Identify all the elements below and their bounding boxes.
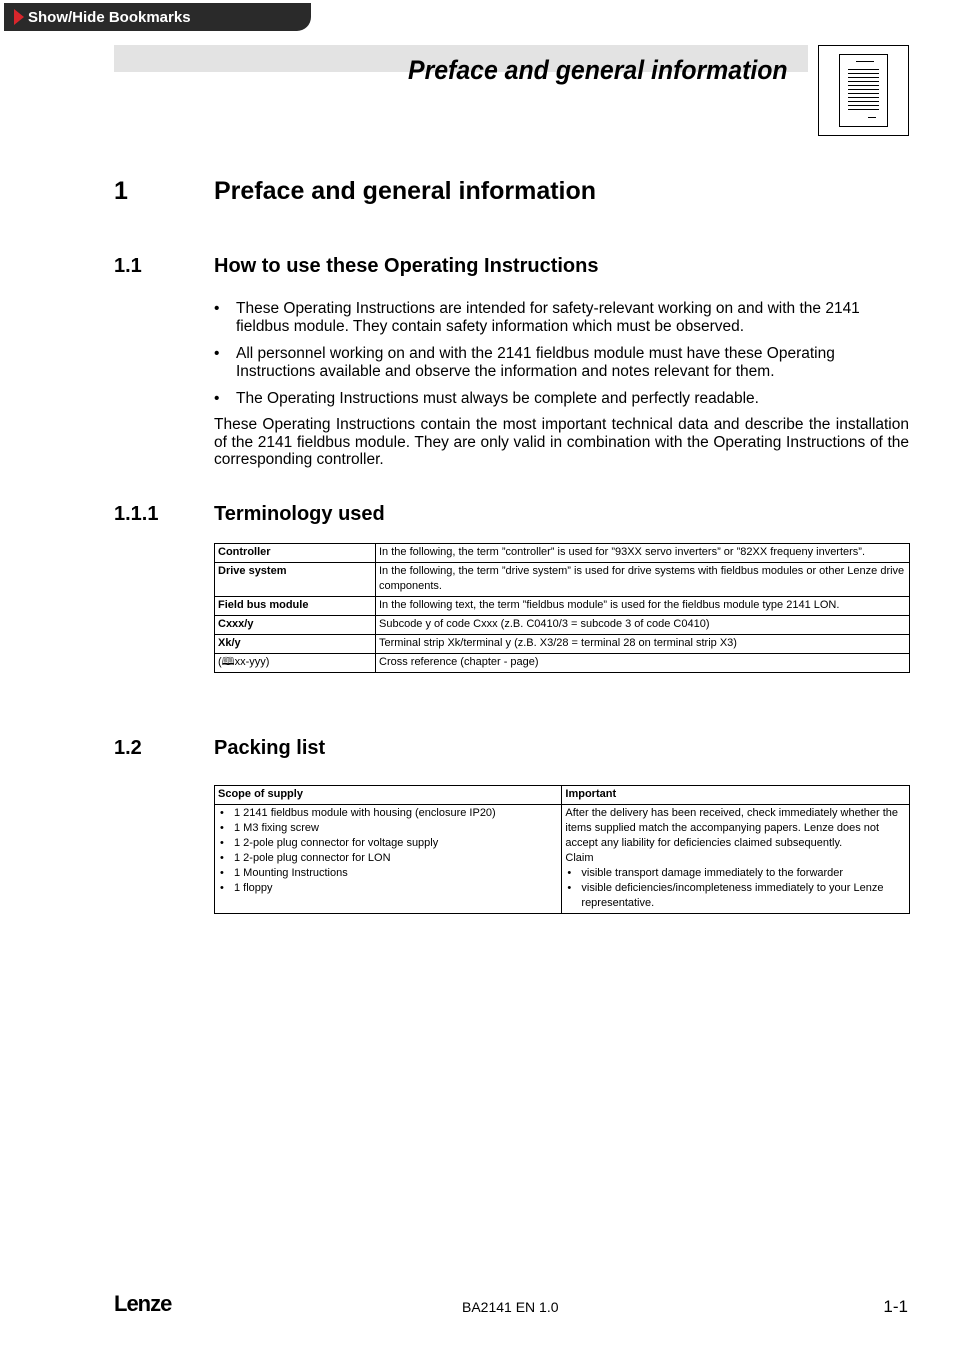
table-row <box>215 805 910 914</box>
definition-cell: In the following, the term ”drive system” is used for drive systems with fieldbus modules or other Lenze drive components. <box>376 563 910 597</box>
terminology-table <box>214 543 910 673</box>
triangle-right-icon <box>14 9 24 25</box>
chapter-number: 1 <box>114 177 128 205</box>
scope-cell <box>215 805 562 914</box>
list-item: • visible deficiencies/incompleteness immediately to your Lenze representative. <box>565 881 906 911</box>
list-item: • 1 M3 fixing screw <box>218 821 558 836</box>
claim-list <box>565 866 906 911</box>
chapter-title: Preface and general information <box>214 177 597 205</box>
definition-cell: Cross reference (chapter - page) <box>376 654 910 673</box>
lenze-logo: Lenze <box>114 1291 172 1316</box>
term-cell: Cxxx/y <box>215 616 376 635</box>
section-number: 1.2 <box>114 737 142 759</box>
bookmarks-label: Show/Hide Bookmarks <box>28 8 191 26</box>
table-row <box>215 563 910 597</box>
list-item: • 1 2141 fieldbus module with housing (enclosure IP20) <box>218 806 558 821</box>
packing-list-table <box>214 785 910 914</box>
list-item: • 1 Mounting Instructions <box>218 866 558 881</box>
header-title: Preface and general information <box>408 55 788 85</box>
list-item: • 1 2-pole plug connector for LON <box>218 851 558 866</box>
page-number: 1-1 <box>883 1297 908 1316</box>
term-cell: Xk/y <box>215 635 376 654</box>
list-item: • 1 2-pole plug connector for voltage supply <box>218 836 558 851</box>
important-header: Important <box>562 786 910 805</box>
subsection-number: 1.1.1 <box>114 503 159 525</box>
usage-bullet-list <box>214 300 904 418</box>
document-icon <box>818 45 909 136</box>
important-cell <box>562 805 910 914</box>
section-title: Packing list <box>214 737 326 759</box>
subsection-title: Terminology used <box>214 503 385 525</box>
intro-paragraph: These Operating Instructions contain the most important technical data and describe the installation of the 2141 fieldbus module. They are only valid in combination with the Operating Instructions of the corresponding controller. <box>214 416 909 468</box>
definition-cell: Terminal strip Xk/terminal y (z.B. X3/28 = terminal 28 on terminal strip X3) <box>376 635 910 654</box>
list-item: • All personnel working on and with the 2141 fieldbus module must have these Operating Instructions available and observe the information and notes relevant for them. <box>214 345 904 380</box>
table-row <box>215 635 910 654</box>
section-title: How to use these Operating Instructions <box>214 255 599 277</box>
term-cell: Field bus module <box>215 597 376 616</box>
important-text: After the delivery has been received, check immediately whether the items supplied match the accompanying papers. Lenze does not accept any liability for deficiencies claimed subsequently. <box>565 807 899 849</box>
section-number: 1.1 <box>114 255 142 277</box>
table-row <box>215 654 910 673</box>
table-row <box>215 544 910 563</box>
list-item: • 1 floppy <box>218 881 558 896</box>
table-row <box>215 597 910 616</box>
scope-list <box>218 806 558 896</box>
definition-cell: In the following, the term ”controller” is used for ”93XX servo inverters” or ”82XX frequeny inverters”. <box>376 544 910 563</box>
list-item: • visible transport damage immediately to the forwarder <box>565 866 906 881</box>
list-item: • The Operating Instructions must always be complete and perfectly readable. <box>214 390 904 408</box>
scope-header: Scope of supply <box>215 786 562 805</box>
term-cell: Drive system <box>215 563 376 597</box>
claim-label: Claim <box>565 852 594 864</box>
term-cell: Controller <box>215 544 376 563</box>
show-hide-bookmarks-button[interactable] <box>4 3 311 31</box>
list-item: • These Operating Instructions are intended for safety-relevant working on and with the 2141 fieldbus module. They contain safety information which must be observed. <box>214 300 904 335</box>
table-header-row <box>215 786 910 805</box>
table-row <box>215 616 910 635</box>
term-cell: (🕮xx-yyy) <box>215 654 376 673</box>
document-id: BA2141 EN 1.0 <box>462 1299 559 1315</box>
document-page-icon <box>839 54 888 127</box>
definition-cell: In the following text, the term ”fieldbus module” is used for the fieldbus module type 2141 LON. <box>376 597 910 616</box>
definition-cell: Subcode y of code Cxxx (z.B. C0410/3 = subcode 3 of code C0410) <box>376 616 910 635</box>
